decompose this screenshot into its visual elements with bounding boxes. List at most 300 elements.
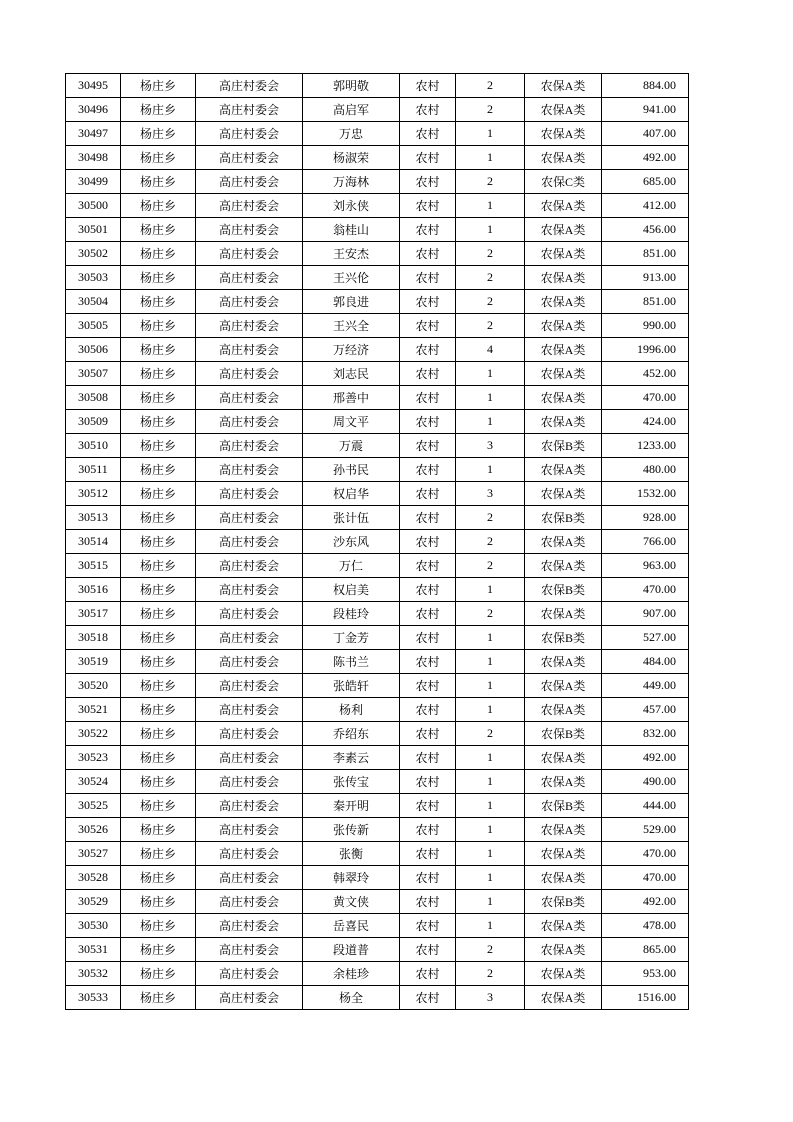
cell-amount: 444.00 — [602, 794, 689, 818]
cell-residence: 农村 — [400, 914, 456, 938]
cell-village-committee: 高庄村委会 — [196, 410, 303, 434]
cell-id: 30519 — [66, 650, 121, 674]
table-row — [66, 962, 689, 986]
cell-residence: 农村 — [400, 242, 456, 266]
cell-village-committee: 高庄村委会 — [196, 122, 303, 146]
cell-township: 杨庄乡 — [121, 842, 196, 866]
cell-name: 郭良进 — [303, 290, 400, 314]
cell-residence: 农村 — [400, 938, 456, 962]
cell-id: 30518 — [66, 626, 121, 650]
cell-category: 农保C类 — [525, 170, 602, 194]
cell-village-committee: 高庄村委会 — [196, 266, 303, 290]
table-body — [66, 74, 689, 1010]
cell-amount: 449.00 — [602, 674, 689, 698]
cell-name: 杨淑荣 — [303, 146, 400, 170]
cell-amount: 492.00 — [602, 746, 689, 770]
cell-name: 张皓轩 — [303, 674, 400, 698]
cell-township: 杨庄乡 — [121, 818, 196, 842]
table-row — [66, 74, 689, 98]
cell-category: 农保A类 — [525, 98, 602, 122]
cell-category: 农保A类 — [525, 122, 602, 146]
cell-amount: 412.00 — [602, 194, 689, 218]
cell-person-count: 2 — [456, 938, 525, 962]
cell-township: 杨庄乡 — [121, 458, 196, 482]
cell-id: 30504 — [66, 290, 121, 314]
cell-residence: 农村 — [400, 770, 456, 794]
cell-name: 刘永侠 — [303, 194, 400, 218]
cell-village-committee: 高庄村委会 — [196, 194, 303, 218]
table-row — [66, 530, 689, 554]
cell-id: 30530 — [66, 914, 121, 938]
cell-amount: 470.00 — [602, 842, 689, 866]
cell-category: 农保A类 — [525, 362, 602, 386]
cell-amount: 484.00 — [602, 650, 689, 674]
cell-township: 杨庄乡 — [121, 242, 196, 266]
cell-residence: 农村 — [400, 890, 456, 914]
cell-township: 杨庄乡 — [121, 194, 196, 218]
cell-village-committee: 高庄村委会 — [196, 218, 303, 242]
table-row — [66, 242, 689, 266]
cell-id: 30507 — [66, 362, 121, 386]
table-row — [66, 434, 689, 458]
cell-amount: 480.00 — [602, 458, 689, 482]
cell-name: 张传新 — [303, 818, 400, 842]
cell-village-committee: 高庄村委会 — [196, 962, 303, 986]
cell-id: 30529 — [66, 890, 121, 914]
table-row — [66, 722, 689, 746]
cell-township: 杨庄乡 — [121, 578, 196, 602]
cell-residence: 农村 — [400, 290, 456, 314]
cell-name: 邢善中 — [303, 386, 400, 410]
cell-amount: 1532.00 — [602, 482, 689, 506]
cell-id: 30498 — [66, 146, 121, 170]
cell-person-count: 1 — [456, 146, 525, 170]
cell-village-committee: 高庄村委会 — [196, 290, 303, 314]
cell-id: 30497 — [66, 122, 121, 146]
cell-person-count: 1 — [456, 842, 525, 866]
cell-person-count: 1 — [456, 794, 525, 818]
table-row — [66, 938, 689, 962]
cell-category: 农保A类 — [525, 242, 602, 266]
table-row — [66, 986, 689, 1010]
cell-category: 农保A类 — [525, 698, 602, 722]
cell-township: 杨庄乡 — [121, 770, 196, 794]
cell-amount: 990.00 — [602, 314, 689, 338]
cell-residence: 农村 — [400, 74, 456, 98]
cell-village-committee: 高庄村委会 — [196, 554, 303, 578]
cell-category: 农保A类 — [525, 842, 602, 866]
cell-village-committee: 高庄村委会 — [196, 506, 303, 530]
table-row — [66, 626, 689, 650]
cell-township: 杨庄乡 — [121, 122, 196, 146]
cell-village-committee: 高庄村委会 — [196, 170, 303, 194]
table-row — [66, 314, 689, 338]
cell-residence: 农村 — [400, 962, 456, 986]
cell-id: 30524 — [66, 770, 121, 794]
cell-township: 杨庄乡 — [121, 914, 196, 938]
records-table — [65, 73, 689, 1010]
cell-amount: 478.00 — [602, 914, 689, 938]
cell-residence: 农村 — [400, 194, 456, 218]
cell-person-count: 1 — [456, 650, 525, 674]
cell-village-committee: 高庄村委会 — [196, 74, 303, 98]
table-row — [66, 674, 689, 698]
cell-residence: 农村 — [400, 986, 456, 1010]
cell-category: 农保A类 — [525, 530, 602, 554]
cell-township: 杨庄乡 — [121, 218, 196, 242]
cell-person-count: 2 — [456, 242, 525, 266]
cell-residence: 农村 — [400, 146, 456, 170]
cell-category: 农保A类 — [525, 314, 602, 338]
cell-id: 30513 — [66, 506, 121, 530]
cell-category: 农保B类 — [525, 722, 602, 746]
cell-residence: 农村 — [400, 626, 456, 650]
cell-village-committee: 高庄村委会 — [196, 146, 303, 170]
cell-residence: 农村 — [400, 434, 456, 458]
cell-category: 农保A类 — [525, 338, 602, 362]
cell-township: 杨庄乡 — [121, 170, 196, 194]
cell-category: 农保A类 — [525, 482, 602, 506]
cell-amount: 685.00 — [602, 170, 689, 194]
cell-residence: 农村 — [400, 578, 456, 602]
table-row — [66, 554, 689, 578]
table-row — [66, 290, 689, 314]
cell-name: 万仁 — [303, 554, 400, 578]
cell-amount: 452.00 — [602, 362, 689, 386]
cell-person-count: 2 — [456, 314, 525, 338]
cell-name: 周文平 — [303, 410, 400, 434]
cell-township: 杨庄乡 — [121, 266, 196, 290]
cell-village-committee: 高庄村委会 — [196, 458, 303, 482]
cell-residence: 农村 — [400, 818, 456, 842]
cell-township: 杨庄乡 — [121, 746, 196, 770]
cell-id: 30509 — [66, 410, 121, 434]
cell-person-count: 3 — [456, 482, 525, 506]
table-row — [66, 818, 689, 842]
cell-name: 王安杰 — [303, 242, 400, 266]
cell-name: 段道普 — [303, 938, 400, 962]
cell-category: 农保A类 — [525, 938, 602, 962]
cell-person-count: 1 — [456, 386, 525, 410]
table-row — [66, 458, 689, 482]
cell-person-count: 1 — [456, 458, 525, 482]
cell-person-count: 2 — [456, 74, 525, 98]
cell-amount: 470.00 — [602, 386, 689, 410]
cell-township: 杨庄乡 — [121, 722, 196, 746]
cell-township: 杨庄乡 — [121, 338, 196, 362]
cell-village-committee: 高庄村委会 — [196, 890, 303, 914]
cell-residence: 农村 — [400, 674, 456, 698]
cell-category: 农保A类 — [525, 194, 602, 218]
cell-category: 农保A类 — [525, 866, 602, 890]
cell-category: 农保B类 — [525, 626, 602, 650]
cell-village-committee: 高庄村委会 — [196, 98, 303, 122]
cell-category: 农保B类 — [525, 506, 602, 530]
cell-id: 30522 — [66, 722, 121, 746]
cell-name: 孙书民 — [303, 458, 400, 482]
cell-village-committee: 高庄村委会 — [196, 842, 303, 866]
table-row — [66, 266, 689, 290]
cell-id: 30520 — [66, 674, 121, 698]
cell-name: 黄文侠 — [303, 890, 400, 914]
cell-person-count: 2 — [456, 506, 525, 530]
cell-category: 农保A类 — [525, 674, 602, 698]
cell-amount: 470.00 — [602, 866, 689, 890]
cell-amount: 1996.00 — [602, 338, 689, 362]
cell-residence: 农村 — [400, 506, 456, 530]
cell-village-committee: 高庄村委会 — [196, 986, 303, 1010]
cell-amount: 865.00 — [602, 938, 689, 962]
cell-township: 杨庄乡 — [121, 74, 196, 98]
cell-person-count: 1 — [456, 770, 525, 794]
table-row — [66, 866, 689, 890]
cell-township: 杨庄乡 — [121, 386, 196, 410]
cell-id: 30501 — [66, 218, 121, 242]
table-row — [66, 194, 689, 218]
cell-residence: 农村 — [400, 458, 456, 482]
table-row — [66, 650, 689, 674]
table-row — [66, 794, 689, 818]
cell-village-committee: 高庄村委会 — [196, 674, 303, 698]
cell-village-committee: 高庄村委会 — [196, 314, 303, 338]
cell-amount: 851.00 — [602, 290, 689, 314]
cell-residence: 农村 — [400, 698, 456, 722]
cell-amount: 963.00 — [602, 554, 689, 578]
cell-residence: 农村 — [400, 722, 456, 746]
cell-id: 30503 — [66, 266, 121, 290]
cell-person-count: 1 — [456, 194, 525, 218]
cell-category: 农保A类 — [525, 458, 602, 482]
cell-name: 沙东风 — [303, 530, 400, 554]
cell-id: 30528 — [66, 866, 121, 890]
cell-residence: 农村 — [400, 338, 456, 362]
cell-category: 农保A类 — [525, 386, 602, 410]
cell-amount: 490.00 — [602, 770, 689, 794]
cell-name: 张计伍 — [303, 506, 400, 530]
cell-amount: 913.00 — [602, 266, 689, 290]
cell-village-committee: 高庄村委会 — [196, 362, 303, 386]
cell-amount: 470.00 — [602, 578, 689, 602]
cell-amount: 456.00 — [602, 218, 689, 242]
cell-id: 30533 — [66, 986, 121, 1010]
cell-name: 李素云 — [303, 746, 400, 770]
cell-village-committee: 高庄村委会 — [196, 482, 303, 506]
cell-township: 杨庄乡 — [121, 938, 196, 962]
cell-residence: 农村 — [400, 410, 456, 434]
cell-amount: 907.00 — [602, 602, 689, 626]
cell-amount: 527.00 — [602, 626, 689, 650]
cell-village-committee: 高庄村委会 — [196, 914, 303, 938]
cell-amount: 953.00 — [602, 962, 689, 986]
cell-person-count: 1 — [456, 746, 525, 770]
cell-township: 杨庄乡 — [121, 506, 196, 530]
cell-name: 张衡 — [303, 842, 400, 866]
cell-village-committee: 高庄村委会 — [196, 242, 303, 266]
cell-person-count: 2 — [456, 530, 525, 554]
cell-residence: 农村 — [400, 482, 456, 506]
cell-name: 岳喜民 — [303, 914, 400, 938]
cell-residence: 农村 — [400, 362, 456, 386]
cell-name: 王兴伦 — [303, 266, 400, 290]
cell-person-count: 2 — [456, 170, 525, 194]
cell-id: 30516 — [66, 578, 121, 602]
cell-person-count: 1 — [456, 122, 525, 146]
table-row — [66, 578, 689, 602]
cell-category: 农保A类 — [525, 290, 602, 314]
cell-name: 权启美 — [303, 578, 400, 602]
cell-township: 杨庄乡 — [121, 650, 196, 674]
cell-person-count: 1 — [456, 674, 525, 698]
cell-residence: 农村 — [400, 266, 456, 290]
cell-name: 段桂玲 — [303, 602, 400, 626]
cell-category: 农保A类 — [525, 410, 602, 434]
cell-name: 丁金芳 — [303, 626, 400, 650]
table-row — [66, 122, 689, 146]
cell-person-count: 2 — [456, 290, 525, 314]
cell-village-committee: 高庄村委会 — [196, 578, 303, 602]
cell-person-count: 2 — [456, 602, 525, 626]
cell-name: 高启军 — [303, 98, 400, 122]
cell-amount: 1233.00 — [602, 434, 689, 458]
cell-village-committee: 高庄村委会 — [196, 602, 303, 626]
table-row — [66, 338, 689, 362]
cell-name: 余桂珍 — [303, 962, 400, 986]
cell-amount: 928.00 — [602, 506, 689, 530]
cell-id: 30523 — [66, 746, 121, 770]
cell-name: 万忠 — [303, 122, 400, 146]
cell-id: 30499 — [66, 170, 121, 194]
cell-village-committee: 高庄村委会 — [196, 698, 303, 722]
cell-village-committee: 高庄村委会 — [196, 746, 303, 770]
cell-residence: 农村 — [400, 602, 456, 626]
cell-village-committee: 高庄村委会 — [196, 722, 303, 746]
cell-id: 30505 — [66, 314, 121, 338]
cell-person-count: 1 — [456, 626, 525, 650]
table-row — [66, 506, 689, 530]
cell-category: 农保A类 — [525, 770, 602, 794]
table-row — [66, 842, 689, 866]
cell-category: 农保A类 — [525, 818, 602, 842]
cell-village-committee: 高庄村委会 — [196, 338, 303, 362]
cell-category: 农保B类 — [525, 890, 602, 914]
cell-township: 杨庄乡 — [121, 410, 196, 434]
cell-id: 30531 — [66, 938, 121, 962]
cell-village-committee: 高庄村委会 — [196, 794, 303, 818]
cell-person-count: 1 — [456, 362, 525, 386]
cell-township: 杨庄乡 — [121, 890, 196, 914]
table-row — [66, 362, 689, 386]
cell-name: 万海林 — [303, 170, 400, 194]
cell-name: 刘志民 — [303, 362, 400, 386]
cell-township: 杨庄乡 — [121, 674, 196, 698]
cell-township: 杨庄乡 — [121, 698, 196, 722]
cell-residence: 农村 — [400, 170, 456, 194]
cell-category: 农保B类 — [525, 794, 602, 818]
cell-category: 农保A类 — [525, 146, 602, 170]
cell-category: 农保A类 — [525, 554, 602, 578]
cell-amount: 492.00 — [602, 146, 689, 170]
cell-id: 30508 — [66, 386, 121, 410]
cell-residence: 农村 — [400, 746, 456, 770]
cell-village-committee: 高庄村委会 — [196, 866, 303, 890]
cell-person-count: 2 — [456, 554, 525, 578]
cell-category: 农保B类 — [525, 434, 602, 458]
cell-name: 韩翠玲 — [303, 866, 400, 890]
table-row — [66, 386, 689, 410]
cell-id: 30517 — [66, 602, 121, 626]
cell-township: 杨庄乡 — [121, 986, 196, 1010]
cell-id: 30496 — [66, 98, 121, 122]
cell-amount: 457.00 — [602, 698, 689, 722]
cell-amount: 529.00 — [602, 818, 689, 842]
cell-id: 30521 — [66, 698, 121, 722]
table-row — [66, 914, 689, 938]
cell-person-count: 2 — [456, 962, 525, 986]
cell-person-count: 1 — [456, 410, 525, 434]
cell-name: 乔绍东 — [303, 722, 400, 746]
cell-id: 30532 — [66, 962, 121, 986]
cell-village-committee: 高庄村委会 — [196, 818, 303, 842]
cell-amount: 1516.00 — [602, 986, 689, 1010]
cell-residence: 农村 — [400, 794, 456, 818]
cell-category: 农保A类 — [525, 602, 602, 626]
cell-residence: 农村 — [400, 650, 456, 674]
cell-category: 农保A类 — [525, 650, 602, 674]
cell-id: 30495 — [66, 74, 121, 98]
table-row — [66, 98, 689, 122]
cell-name: 秦开明 — [303, 794, 400, 818]
cell-person-count: 3 — [456, 434, 525, 458]
cell-village-committee: 高庄村委会 — [196, 386, 303, 410]
cell-name: 万震 — [303, 434, 400, 458]
table-row — [66, 410, 689, 434]
cell-residence: 农村 — [400, 554, 456, 578]
cell-amount: 492.00 — [602, 890, 689, 914]
table-row — [66, 746, 689, 770]
cell-township: 杨庄乡 — [121, 362, 196, 386]
cell-residence: 农村 — [400, 314, 456, 338]
cell-category: 农保A类 — [525, 914, 602, 938]
cell-name: 万经济 — [303, 338, 400, 362]
table-row — [66, 602, 689, 626]
table-row — [66, 770, 689, 794]
cell-village-committee: 高庄村委会 — [196, 626, 303, 650]
cell-township: 杨庄乡 — [121, 314, 196, 338]
cell-township: 杨庄乡 — [121, 482, 196, 506]
table-row — [66, 146, 689, 170]
cell-person-count: 2 — [456, 266, 525, 290]
cell-id: 30514 — [66, 530, 121, 554]
cell-person-count: 4 — [456, 338, 525, 362]
cell-category: 农保A类 — [525, 74, 602, 98]
cell-name: 翁桂山 — [303, 218, 400, 242]
table-row — [66, 698, 689, 722]
cell-amount: 832.00 — [602, 722, 689, 746]
cell-person-count: 1 — [456, 866, 525, 890]
cell-township: 杨庄乡 — [121, 602, 196, 626]
cell-name: 王兴全 — [303, 314, 400, 338]
cell-name: 杨利 — [303, 698, 400, 722]
table-row — [66, 170, 689, 194]
cell-id: 30512 — [66, 482, 121, 506]
table-row — [66, 890, 689, 914]
cell-person-count: 1 — [456, 818, 525, 842]
cell-id: 30526 — [66, 818, 121, 842]
cell-township: 杨庄乡 — [121, 962, 196, 986]
cell-person-count: 2 — [456, 98, 525, 122]
table-row — [66, 482, 689, 506]
cell-id: 30500 — [66, 194, 121, 218]
